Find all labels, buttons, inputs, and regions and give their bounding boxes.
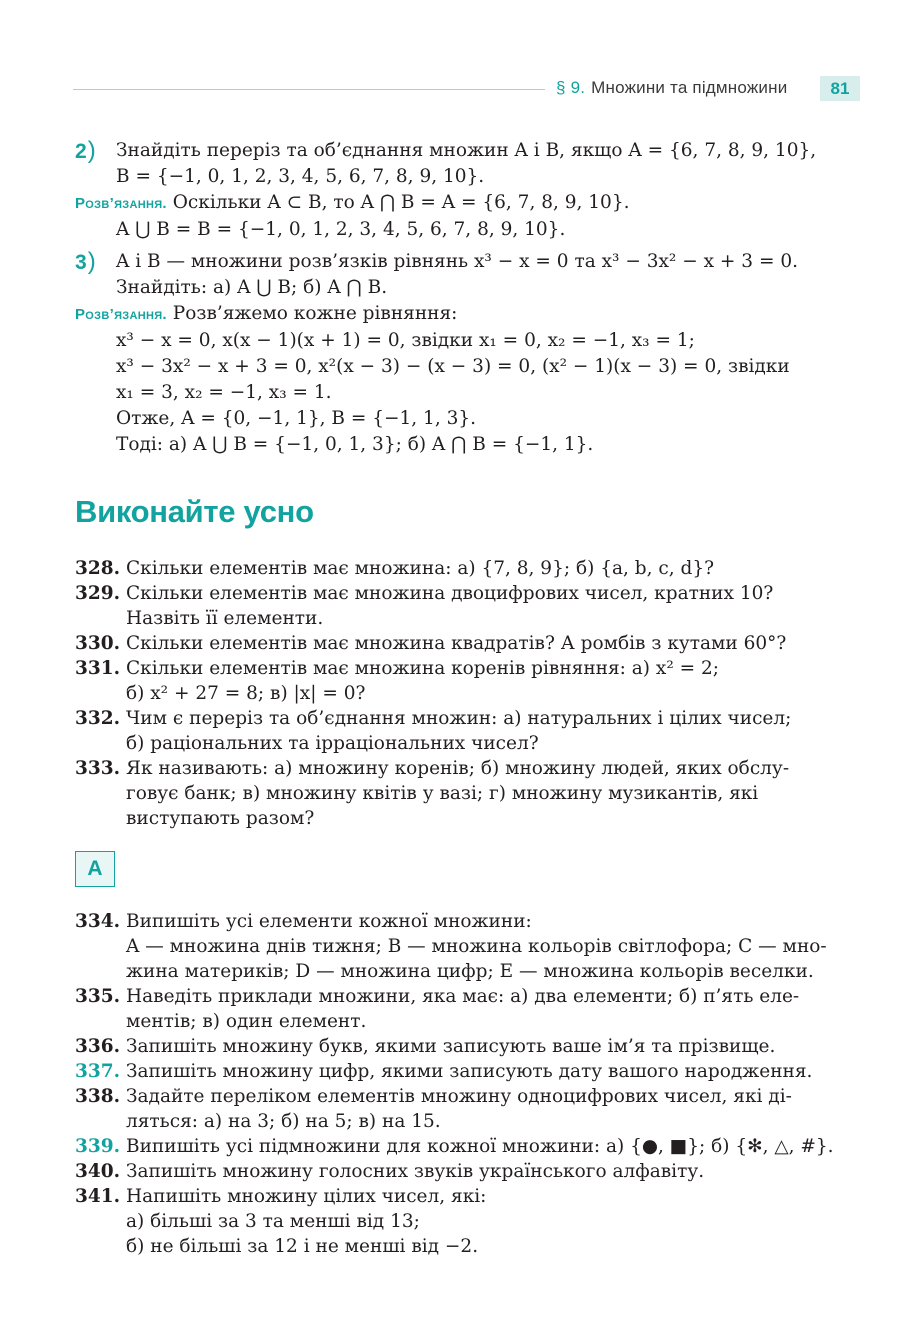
problem-line: Назвіть її елементи.	[126, 608, 324, 629]
problem-341	[75, 1184, 840, 1259]
problem-line: Запишіть множину голосних звуків українського алфавіту.	[126, 1161, 705, 1182]
problem-number: 337.	[75, 1061, 121, 1082]
problem-line: Скільки елементів має множина: а) {7, 8, 9}; б) {a, b, c, d}?	[126, 558, 715, 579]
problem-number: 333.	[75, 758, 121, 779]
problem-331	[75, 656, 840, 706]
problem-line: Запишіть множину букв, якими записують ваше ім’я та прізвище.	[126, 1036, 776, 1057]
problem-line: Чим є переріз та об’єднання множин: а) натуральних і цілих чисел;	[126, 708, 792, 729]
problem-number: 330.	[75, 633, 121, 654]
problem-336	[75, 1034, 840, 1059]
problem-328	[75, 556, 840, 581]
problem-number: 335.	[75, 986, 121, 1007]
example-line: Знайдіть переріз та об’єднання множин A і B, якщо A = {6, 7, 8, 9, 10},	[116, 140, 817, 161]
example-3	[75, 249, 840, 301]
example-2	[75, 138, 840, 190]
solution-line: x³ − x = 0, x(x − 1)(x + 1) = 0, звідки x₁ = 0, x₂ = −1, x₃ = 1;	[116, 330, 695, 351]
problem-number: 332.	[75, 708, 121, 729]
section-heading: Виконайте усно	[75, 494, 314, 529]
problem-338	[75, 1084, 840, 1134]
example-line: B = {−1, 0, 1, 2, 3, 4, 5, 6, 7, 8, 9, 10}.	[116, 166, 485, 187]
solution-2	[75, 190, 840, 217]
problem-335	[75, 984, 840, 1034]
problem-334	[75, 909, 840, 984]
problem-line: говує банк; в) множину квітів у вазі; г) множину музикантів, які	[126, 783, 759, 804]
problem-line: ментів; в) один елемент.	[126, 1011, 367, 1032]
problem-line: б) x² + 27 = 8; в) |x| = 0?	[126, 683, 366, 704]
problem-line: Як називають: а) множину коренів; б) множину людей, яких обслу-	[126, 758, 790, 779]
problem-number: 336.	[75, 1036, 121, 1057]
problem-number: 328.	[75, 558, 121, 579]
problem-330	[75, 631, 840, 656]
solution-line: x³ − 3x² − x + 3 = 0, x²(x − 3) − (x − 3) = 0, (x² − 1)(x − 3) = 0, звідки	[116, 356, 790, 377]
problem-line: Задайте переліком елементів множину одноцифрових чисел, які ді-	[126, 1086, 792, 1107]
problem-number: 329.	[75, 583, 121, 604]
problem-number: 334.	[75, 911, 121, 932]
solution-3	[75, 301, 840, 328]
problem-line: Скільки елементів має множина коренів рівняння: а) x² = 2;	[126, 658, 720, 679]
example-line: A і B — множини розв’язків рівнянь x³ − x = 0 та x³ − 3x² − x + 3 = 0.	[116, 251, 798, 272]
problem-line: Наведіть приклади множини, яка має: а) два елементи; б) п’ять еле-	[126, 986, 800, 1007]
example-line: Знайдіть: а) A ⋃ B; б) A ⋂ B.	[116, 277, 388, 298]
example-number: 3 )	[75, 249, 96, 276]
problem-line: A — множина днів тижня; B — множина кольорів світлофора; C — мно-	[126, 936, 827, 957]
problem-337	[75, 1059, 840, 1084]
problem-line: б) не більші за 12 і не менші від −2.	[126, 1236, 479, 1257]
problem-333	[75, 756, 840, 831]
problem-329	[75, 581, 840, 631]
solution-line: Оскільки A ⊂ B, то A ⋂ B = A = {6, 7, 8, 9, 10}.	[172, 192, 630, 213]
problem-332	[75, 706, 840, 756]
problem-line: Скільки елементів має множина квадратів? А ромбів з кутами 60°?	[126, 633, 787, 654]
problem-line: виступають разом?	[126, 808, 315, 829]
header-rule	[73, 89, 545, 90]
problem-number: 340.	[75, 1161, 121, 1182]
problem-number: 338.	[75, 1086, 121, 1107]
problem-number: 341.	[75, 1186, 121, 1207]
solution-line: Тоді: а) A ⋃ B = {−1, 0, 1, 3}; б) A ⋂ B = {−1, 1}.	[116, 434, 594, 455]
page-number: 81	[820, 76, 860, 101]
section-number: § 9.	[556, 78, 586, 97]
example-number: 2 )	[75, 138, 96, 165]
problem-line: Запишіть множину цифр, якими записують дату вашого народження.	[126, 1061, 813, 1082]
solution-line: A ⋃ B = B = {−1, 0, 1, 2, 3, 4, 5, 6, 7, 8, 9, 10}.	[116, 219, 566, 240]
level-a-badge: А	[75, 851, 115, 887]
problem-339	[75, 1134, 840, 1159]
page-content	[75, 138, 840, 1259]
problem-line: Випишіть усі підмножини для кожної множини: а) {●, ■}; б) {✻, △, #}.	[126, 1136, 834, 1157]
problem-line: Випишіть усі елементи кожної множини:	[126, 911, 532, 932]
section-title: Множини та підмножини	[591, 78, 788, 97]
problem-line: а) більші за 3 та менші від 13;	[126, 1211, 420, 1232]
problem-line: ляться: а) на 3; б) на 5; в) на 15.	[126, 1111, 441, 1132]
solution-line: Розв’яжемо кожне рівняння:	[172, 303, 458, 324]
solution-line: Отже, A = {0, −1, 1}, B = {−1, 1, 3}.	[116, 408, 477, 429]
problem-340	[75, 1159, 840, 1184]
solution-label: Розв’язання.	[75, 195, 167, 212]
running-header	[556, 78, 787, 98]
problem-line: Скільки елементів має множина двоцифрових чисел, кратних 10?	[126, 583, 774, 604]
problem-number: 331.	[75, 658, 121, 679]
problem-line: б) раціональних та ірраціональних чисел?	[126, 733, 539, 754]
solution-label: Розв’язання.	[75, 306, 167, 323]
problem-number: 339.	[75, 1136, 121, 1157]
problem-line: Напишіть множину цілих чисел, які:	[126, 1186, 487, 1207]
solution-line: x₁ = 3, x₂ = −1, x₃ = 1.	[116, 382, 332, 403]
problem-line: жина материків; D — множина цифр; E — множина кольорів веселки.	[126, 961, 814, 982]
